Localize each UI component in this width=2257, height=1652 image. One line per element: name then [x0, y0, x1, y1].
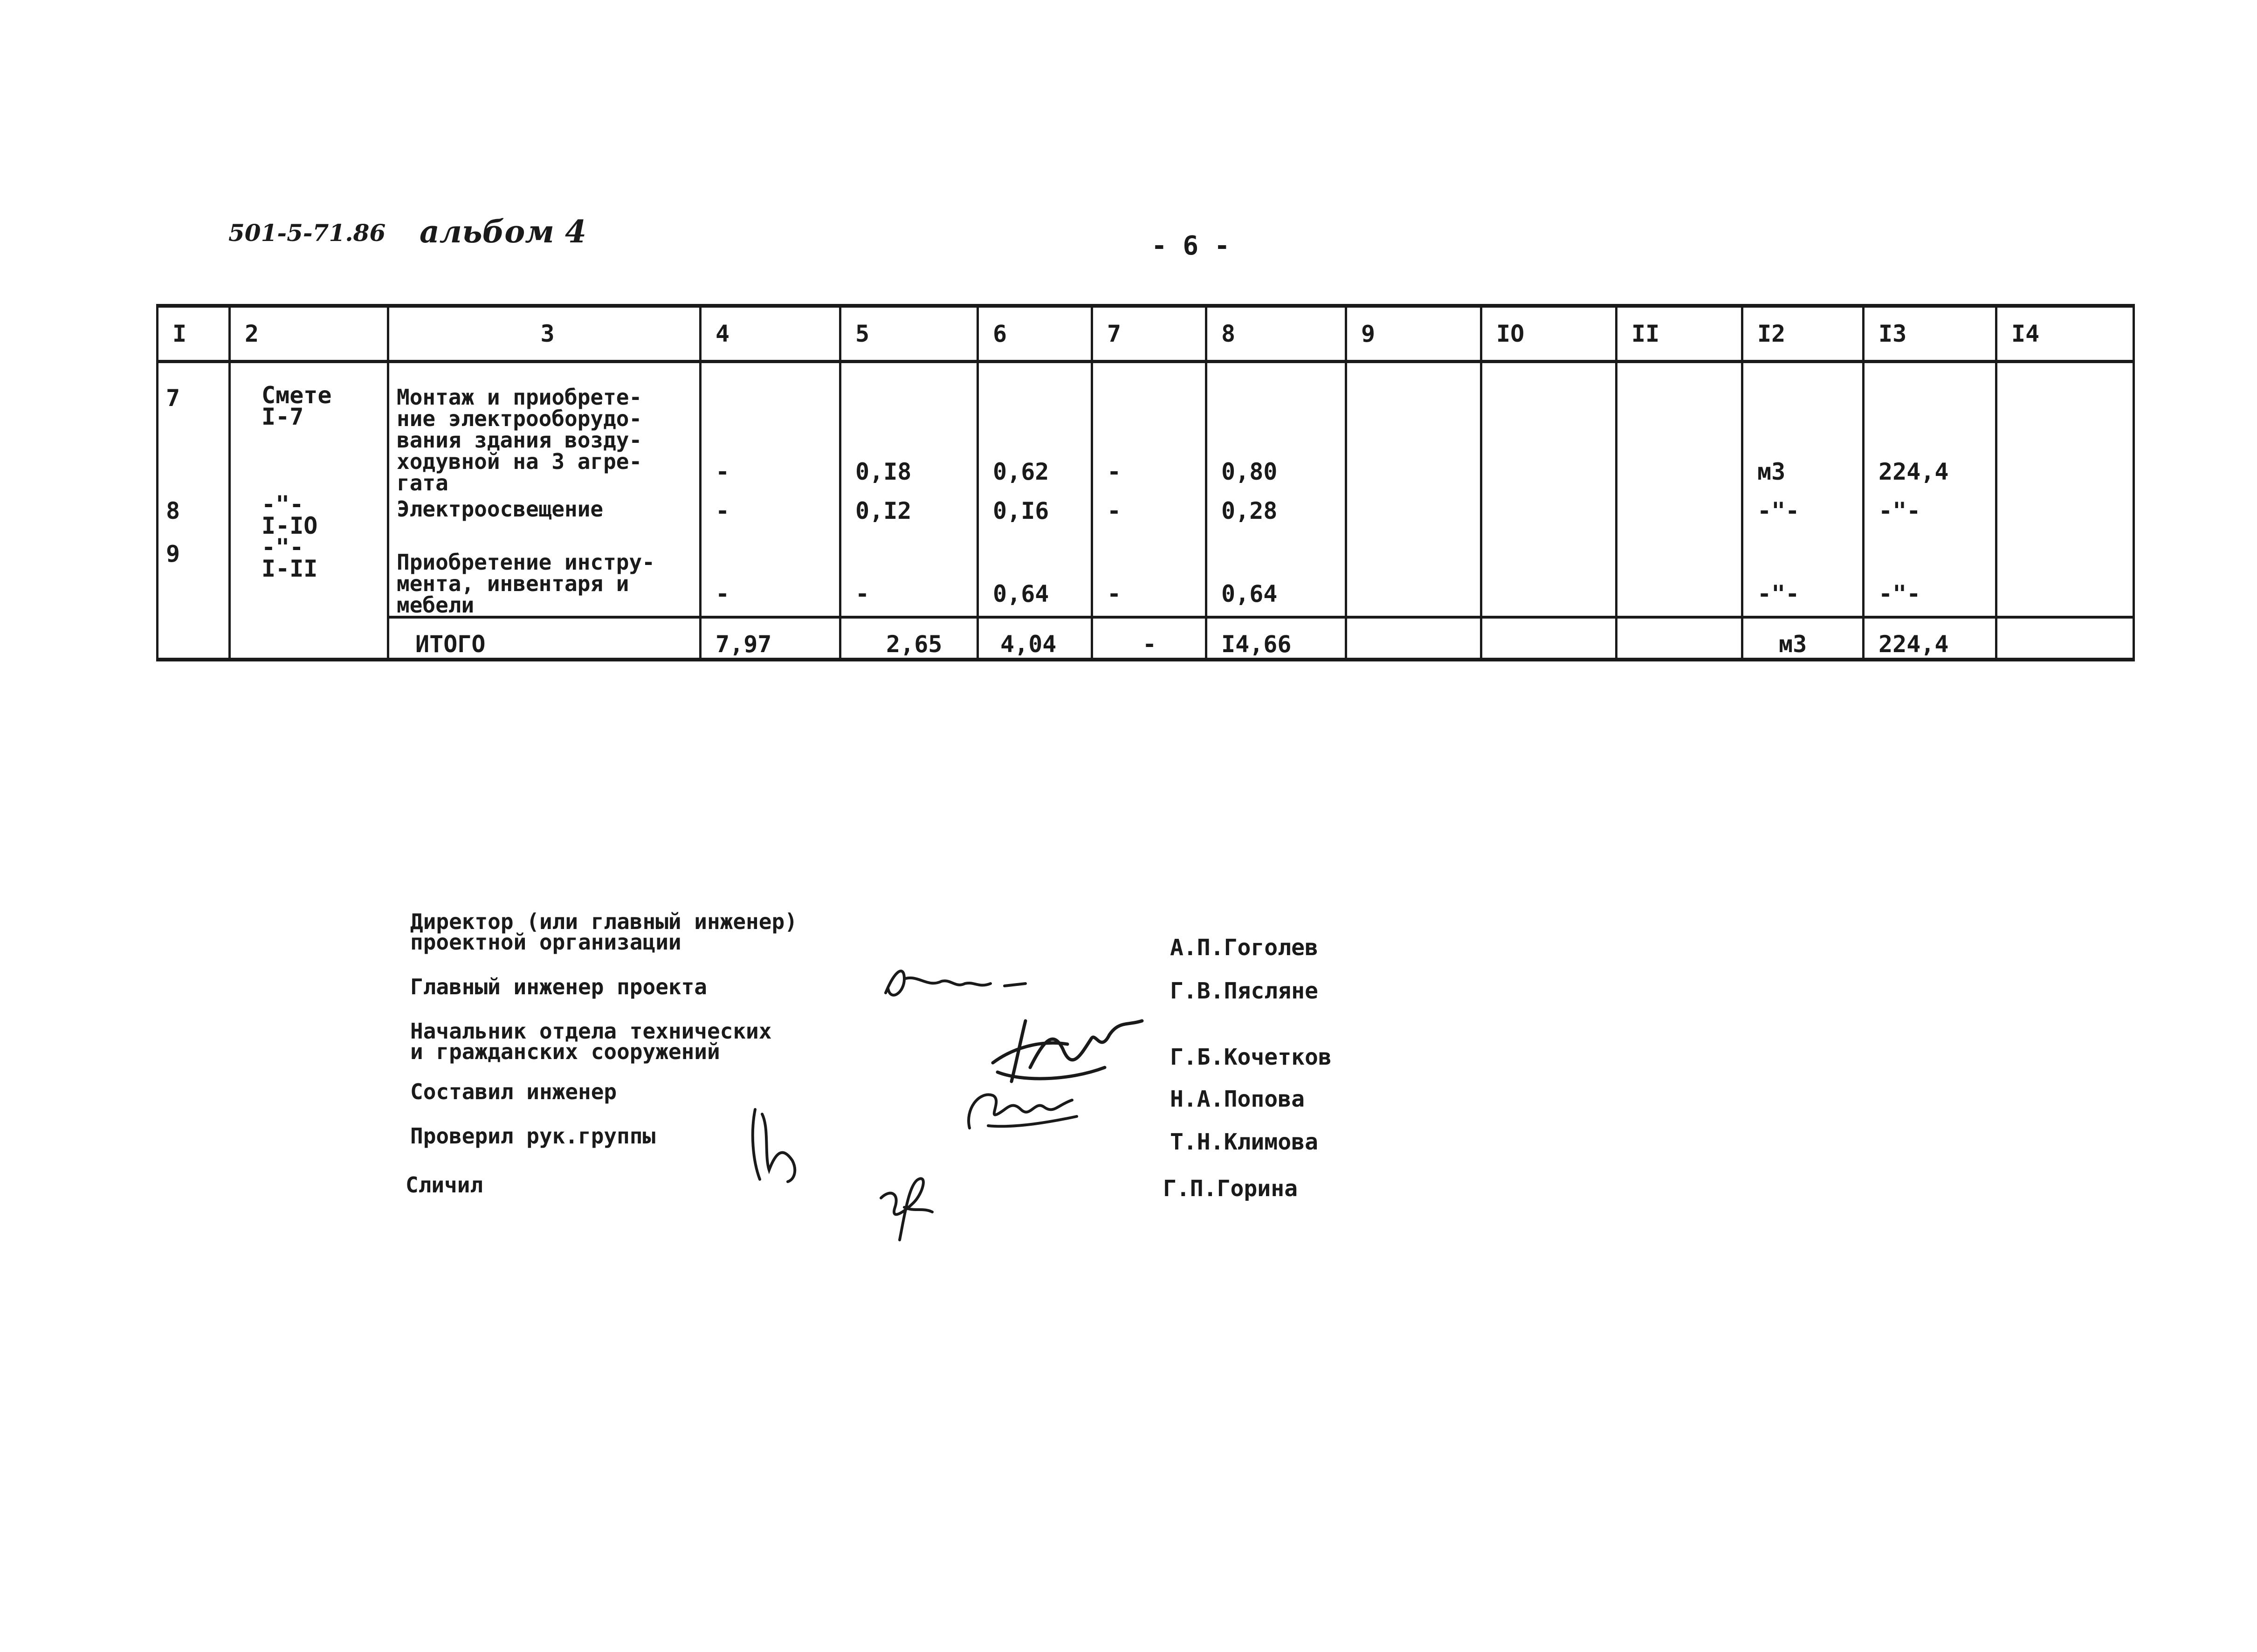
signatory-title: Директор (или главный инженер) проектной организации	[410, 909, 798, 955]
work-description: Монтаж и приобрете- ние электрооборудо- вания здания возду- ходувной на 3 агре- гата	[397, 385, 642, 496]
total-label: ИТОГО	[415, 631, 486, 658]
doc-code: 501-5-71.86	[228, 219, 386, 247]
col-header: I	[158, 306, 230, 362]
cell-value: -	[855, 580, 870, 607]
cell-value: -	[1107, 497, 1122, 524]
col-header: 6	[978, 306, 1092, 362]
cell-value: -	[716, 458, 730, 485]
handwritten-signature	[741, 1100, 806, 1189]
estimate-table	[156, 304, 2135, 661]
col-header: I2	[1742, 306, 1864, 362]
estimate-ref: Смете I-7	[261, 382, 332, 430]
total-value: 224,4	[1879, 631, 1949, 658]
total-value: 2,65	[886, 631, 943, 658]
signatory-title: Проверил рук.группы	[410, 1123, 656, 1149]
col-header: II	[1617, 306, 1742, 362]
signatory-title: Главный инженер проекта	[410, 974, 707, 999]
col-header: 3	[388, 306, 701, 362]
page-number: - 6 -	[1151, 231, 1230, 261]
table-row	[158, 494, 2134, 537]
signatory-name: Г.Б.Кочетков	[1170, 1044, 1332, 1070]
cell-value: 224,4	[1879, 458, 1949, 485]
total-value: 4,04	[1000, 631, 1057, 658]
cell-unit: -"-	[1757, 497, 1800, 524]
cell-value: 0,64	[993, 580, 1049, 607]
total-value: 7,97	[716, 631, 772, 658]
signatory-name: А.П.Гоголев	[1170, 935, 1318, 961]
col-header: 9	[1346, 306, 1481, 362]
header-row	[158, 306, 2134, 362]
cell-value: 0,28	[1221, 497, 1278, 524]
cell-value: 0,I6	[993, 497, 1049, 524]
col-header: 4	[701, 306, 840, 362]
total-unit: м3	[1779, 631, 1807, 658]
table-row	[158, 537, 2134, 617]
col-header: 2	[230, 306, 388, 362]
handwritten-signature	[872, 1170, 942, 1245]
total-value: I4,66	[1221, 631, 1292, 658]
col-header: I3	[1864, 306, 1996, 362]
total-value: -	[1142, 631, 1157, 658]
row-number: 7	[166, 385, 180, 412]
signatory-name: Г.П.Горина	[1163, 1176, 1298, 1202]
work-description: Приобретение инстру- мента, инвентаря и мебели	[397, 550, 655, 618]
cell-value: -"-	[1879, 580, 1921, 607]
signatory-name: Г.В.Пясляне	[1170, 978, 1318, 1004]
estimate-ref: -"- I-IO	[261, 491, 318, 539]
handwritten-signature	[876, 960, 1044, 1012]
col-header: 5	[840, 306, 978, 362]
signatory-title: Сличил	[406, 1172, 483, 1198]
row-number: 9	[166, 540, 180, 567]
cell-value: -	[716, 580, 730, 607]
col-header: IO	[1481, 306, 1617, 362]
cell-value: -	[1107, 458, 1122, 485]
cell-value: 0,62	[993, 458, 1049, 485]
estimate-ref: -"- I-II	[261, 534, 318, 582]
table-row	[158, 362, 2134, 494]
cell-value: -"-	[1879, 497, 1921, 524]
signatory-title: Начальник отдела технических и гражданских сооружений	[410, 1019, 772, 1064]
col-header: 7	[1092, 306, 1206, 362]
handwritten-signature	[960, 1081, 1086, 1137]
cell-value: 0,80	[1221, 458, 1278, 485]
signatory-title: Составил инженер	[410, 1079, 617, 1104]
album-label: альбом 4	[420, 213, 586, 250]
cell-value: 0,I8	[855, 458, 912, 485]
col-header: 8	[1206, 306, 1346, 362]
cell-unit: м3	[1757, 458, 1786, 485]
cell-value: 0,I2	[855, 497, 912, 524]
cell-value: -	[1107, 580, 1122, 607]
signatory-name: Н.А.Попова	[1170, 1086, 1305, 1112]
total-row	[158, 617, 2134, 660]
cell-value: 0,64	[1221, 580, 1278, 607]
signatory-name: Т.Н.Климова	[1170, 1129, 1318, 1155]
col-header: I4	[1996, 306, 2134, 362]
cell-value: -	[716, 497, 730, 524]
row-number: 8	[166, 497, 180, 524]
handwritten-signature	[984, 1012, 1151, 1091]
work-description: Электроосвещение	[397, 496, 604, 522]
cell-unit: -"-	[1757, 580, 1800, 607]
